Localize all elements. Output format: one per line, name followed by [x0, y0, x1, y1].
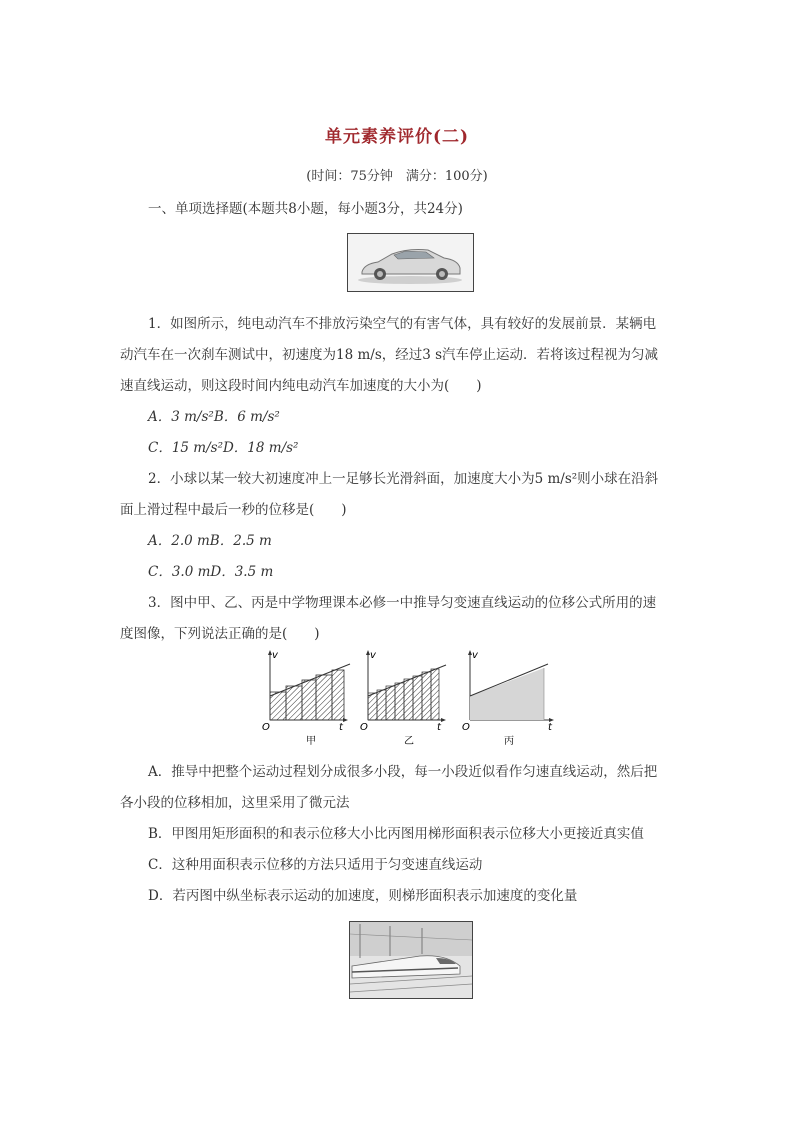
q3-line-2: 度图像，下列说法正确的是( ) — [120, 626, 320, 642]
page-title: 单元素养评价(二) — [324, 127, 470, 147]
graph-bing-t-label: t — [548, 722, 552, 733]
graph-yi — [360, 650, 446, 747]
q1-line-2: 动汽车在一次刹车测试中，初速度为18 m/s，经过3 s汽车停止运动．若将该过程视为匀减 — [120, 347, 659, 363]
graph-jia-origin: O — [262, 722, 270, 733]
graph-jia-label: 甲 — [306, 736, 316, 747]
graph-yi-origin: O — [360, 722, 368, 733]
graph-bing-label: 丙 — [504, 736, 514, 747]
q1-line-3: 速直线运动，则这段时间内纯电动汽车加速度的大小为( ) — [120, 378, 482, 394]
q2-line-2: 面上滑过程中最后一秒的位移是( ) — [120, 502, 347, 518]
graph-yi-v-label: v — [370, 650, 376, 661]
graph-bing-origin: O — [462, 722, 470, 733]
velocity-time-graphs — [258, 648, 568, 748]
car-image — [347, 233, 474, 292]
graph-jia-t-label: t — [339, 722, 343, 733]
graph-bing-v-label: v — [472, 650, 478, 661]
q3-option-b: B．甲图用矩形面积的和表示位移大小比丙图用梯形面积表示位移大小更接近真实值 — [148, 826, 644, 842]
q1-options-cd: C．15 m/s²D．18 m/s² — [148, 440, 299, 456]
graph-jia — [262, 650, 350, 747]
q2-options-cd: C．3.0 mD．3.5 m — [148, 564, 274, 580]
q1-line-1: 1．如图所示，纯电动汽车不排放污染空气的有害气体，具有较好的发展前景．某辆电 — [148, 316, 657, 332]
graph-bing — [462, 650, 554, 747]
q3-line-1: 3．图中甲、乙、丙是中学物理课本必修一中推导匀变速直线运动的位移公式所用的速 — [148, 595, 657, 611]
graph-yi-t-label: t — [437, 722, 441, 733]
q3-option-a-line-2: 各小段的位移相加，这里采用了微元法 — [120, 795, 350, 811]
q2-options-ab: A．2.0 mB．2.5 m — [148, 533, 272, 549]
graph-yi-label: 乙 — [404, 736, 414, 747]
q3-option-c: C．这种用面积表示位移的方法只适用于匀变速直线运动 — [148, 857, 483, 873]
train-image — [349, 921, 473, 999]
exam-info: (时间：75分钟 满分：100分) — [306, 169, 488, 184]
q3-option-d: D．若丙图中纵坐标表示运动的加速度，则梯形面积表示加速度的变化量 — [148, 888, 578, 904]
q2-line-1: 2．小球以某一较大初速度冲上一足够长光滑斜面，加速度大小为5 m/s²则小球在沿斜 — [148, 471, 659, 487]
q1-options-ab: A．3 m/s²B．6 m/s² — [148, 409, 280, 425]
section-heading: 一、单项选择题(本题共8小题，每小题3分，共24分) — [148, 201, 463, 217]
graph-jia-v-label: v — [272, 650, 278, 661]
q3-option-a-line-1: A．推导中把整个运动过程划分成很多小段，每一小段近似看作匀速直线运动，然后把 — [148, 764, 658, 780]
